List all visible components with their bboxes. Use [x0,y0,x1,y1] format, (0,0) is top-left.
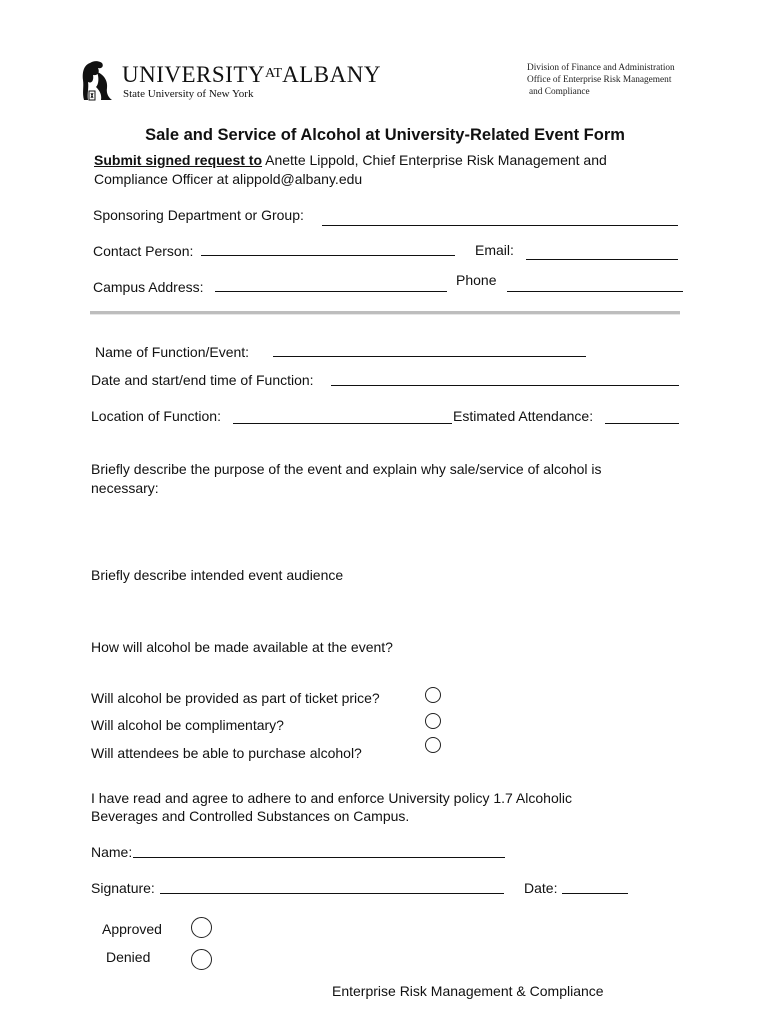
purpose-prompt-line-1: Briefly describe the purpose of the event and explain why sale/service of alcohol is [91,461,602,477]
option-ticket-label: Will alcohol be provided as part of ticket price? [91,690,380,706]
division-line: Office of Enterprise Risk Management [527,75,672,85]
submit-instructions [94,152,607,169]
option-ticket-radio[interactable] [425,687,441,703]
option-complimentary-label: Will alcohol be complimentary? [91,717,284,733]
date-time-label: Date and start/end time of Function: [91,372,314,388]
option-purchase-radio[interactable] [425,737,441,753]
availability-prompt: How will alcohol be made available at the event? [91,639,393,655]
logo-word-at: AT [265,66,283,81]
location-label: Location of Function: [91,408,221,424]
university-seal-icon [80,60,114,102]
submit-line-2: Compliance Officer at alippold@albany.edu [94,171,363,187]
sponsoring-label: Sponsoring Department or Group: [93,207,304,223]
function-name-label: Name of Function/Event: [95,344,250,360]
name-label: Name: [91,844,133,860]
form-title: Sale and Service of Alcohol at University-Related Event Form [145,126,625,144]
logo-subtitle: State University of New York [123,88,254,100]
function-name-field[interactable] [273,356,586,357]
signature-field[interactable] [160,893,504,894]
division-line: Division of Finance and Administration [527,63,675,73]
footer-office: Enterprise Risk Management & Compliance [332,983,604,999]
section-divider [90,311,680,315]
division-block [527,62,675,98]
approved-radio[interactable] [191,917,212,938]
phone-field[interactable] [507,291,683,292]
purpose-prompt-line-2: necessary: [91,480,159,496]
submit-rest: Anette Lippold, Chief Enterprise Risk Management and [262,152,607,168]
approved-label: Approved [102,921,162,937]
phone-label: Phone [456,272,497,288]
date-signature-label: Date: [524,880,558,896]
audience-answer-area[interactable] [91,587,681,632]
campus-address-label: Campus Address: [93,279,204,295]
denied-radio[interactable] [191,949,212,970]
policy-line-2: Beverages and Controlled Substances on Campus. [91,808,410,824]
date-time-field[interactable] [331,385,679,386]
submit-bold: Submit signed request to [94,152,263,168]
denied-label: Denied [106,949,151,965]
audience-prompt: Briefly describe intended event audience [91,567,344,583]
email-label: Email: [475,242,514,258]
purpose-answer-area[interactable] [91,500,681,560]
date-signature-field[interactable] [562,893,628,894]
university-logo [122,62,381,87]
campus-address-field[interactable] [215,291,447,292]
contact-label: Contact Person: [93,243,194,259]
division-line: and Compliance [529,87,590,97]
option-purchase-label: Will attendees be able to purchase alcohol? [91,745,362,761]
attendance-label: Estimated Attendance: [453,408,594,424]
logo-word-university: UNIVERSITY [122,62,265,87]
contact-field[interactable] [201,255,455,256]
attendance-field[interactable] [605,423,679,424]
name-field[interactable] [133,857,505,858]
email-field[interactable] [526,259,678,260]
signature-label: Signature: [91,880,155,896]
logo-word-albany: ALBANY [282,62,381,87]
location-field[interactable] [233,423,452,424]
option-complimentary-radio[interactable] [425,713,441,729]
policy-line-1: I have read and agree to adhere to and enforce University policy 1.7 Alcoholic [91,790,572,806]
sponsoring-field[interactable] [322,225,678,226]
